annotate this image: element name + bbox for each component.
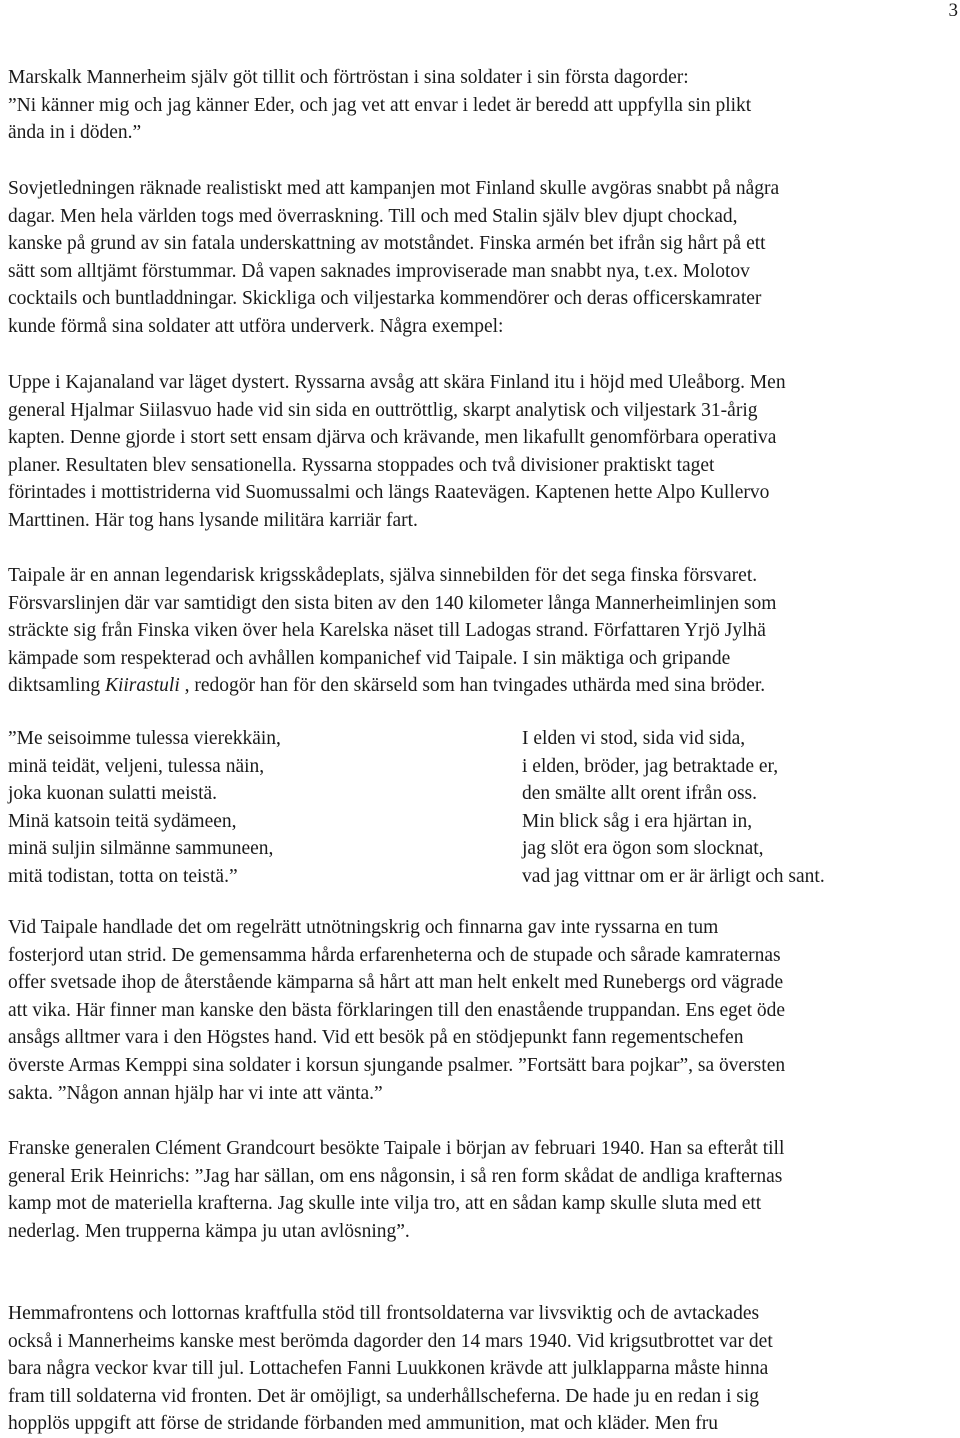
text-line: Franske generalen Clément Grandcourt besökte Taipale i början av februari 1940. Han sa efteråt till xyxy=(8,1138,785,1159)
paragraph-mannerheim-dagorder xyxy=(8,64,952,147)
text-line: Vid Taipale handlade det om regelrätt utnötningskrig och finnarna gav inte ryssarna en tum xyxy=(8,917,719,938)
text-line: hopplös uppgift att förse de stridande förbanden med ammunition, mat och kläder. Men fru xyxy=(8,1413,718,1435)
text-line: planer. Resultaten blev sensationella. Ryssarna stoppades och två divisioner praktiskt taget xyxy=(8,454,715,476)
poem-line: vad jag vittnar om er är ärligt och sant. xyxy=(522,865,825,887)
paragraph-taipale xyxy=(8,562,952,700)
poem-line: Minä katsoin teitä sydämeen, xyxy=(8,810,237,832)
poem-line: mitä todistan, totta on teistä.” xyxy=(8,865,238,887)
poem-line: ”Me seisoimme tulessa vierekkäin, xyxy=(8,728,281,749)
text-line: fram till soldaterna vid fronten. Det är omöjligt, sa underhållscheferna. De hade ju en redan i sig xyxy=(8,1385,760,1407)
text-segment: diktsamling xyxy=(8,675,105,697)
text-line: Marttinen. Här tog hans lysande militära karriär fart. xyxy=(8,509,418,531)
poem-line: den smälte allt orent ifrån oss. xyxy=(522,783,758,805)
text-line: general Hjalmar Siilasvuo hade vid sin sida en outtröttlig, skarpt analytisk och viljestark 31-årig xyxy=(8,399,758,421)
text-line: ansågs alltmer vara i den Högstes hand. Vid ett besök på en stödjepunkt fann regementschefen xyxy=(8,1027,744,1049)
book-title: Kiirastuli xyxy=(104,675,180,697)
poem-line: minä suljin silmänne sammuneen, xyxy=(8,838,274,860)
poem-line: minä teidät, veljeni, tulessa näin, xyxy=(8,755,265,777)
text-line: ända in i döden.” xyxy=(8,122,142,144)
text-line: sätt som alltjämt förstummar. Då vapen saknades improviserade man snabbt nya, t.ex. Molotov xyxy=(8,260,750,282)
text-line: att vika. Här finner man kanske den bästa förklaringen till den enastående truppandan. Ens eget öde xyxy=(8,999,786,1021)
text-line: kämpade som respekterad och avhållen kompanichef vid Taipale. I sin mäktiga och gripande xyxy=(8,647,731,669)
text-line: offer svetsade ihop de återstående kämparna så hårt att man helt enkelt med Runebergs ord vägrade xyxy=(8,972,784,994)
text-line: kunde förmå sina soldater att utföra underverk. Några exempel: xyxy=(8,315,504,337)
poem-finnish xyxy=(8,725,281,891)
text-line: Försvarslinjen där var samtidigt den sista biten av den 140 kilometer långa Mannerheimlinjen som xyxy=(8,592,777,614)
text-line: Sovjetledningen räknade realistiskt med att kampanjen mot Finland skulle avgöras snabbt på några xyxy=(8,178,780,199)
text-line: sakta. ”Någon annan hjälp har vi inte att vänta.” xyxy=(8,1082,383,1104)
text-segment: , redogör han för den skärseld som han tvingades uthärda med sina bröder. xyxy=(179,675,766,697)
paragraph-sovjetledningen xyxy=(8,175,952,341)
poem-line: Min blick såg i era hjärtan in, xyxy=(522,810,753,832)
text-line: nederlag. Men trupperna kämpa ju utan avlösning”. xyxy=(8,1220,410,1242)
page-number: 3 xyxy=(948,0,958,21)
paragraph-utnotningskrig xyxy=(8,914,952,1107)
poem-line: i elden, bröder, jag betraktade er, xyxy=(522,755,779,777)
text-line: bara några veckor kvar till jul. Lottachefen Fanni Luukkonen krävde att julklapparna måste hinna xyxy=(8,1358,769,1380)
text-line: Uppe i Kajanaland var läget dystert. Ryssarna avsåg att skära Finland itu i höjd med Uleåborg. Men xyxy=(8,372,786,393)
text-line: Marskalk Mannerheim själv göt tillit och förtröstan i sina soldater i sin första dagorder: xyxy=(8,67,689,88)
text-line: kamp mot de materiella krafterna. Jag skulle inte vilja tro, att en sådan kamp skulle sluta med ett xyxy=(8,1193,762,1215)
poem-swedish xyxy=(522,725,825,891)
paragraph-hemmafronten xyxy=(8,1300,952,1438)
text-line: Hemmafrontens och lottornas kraftfulla stöd till frontsoldaterna var livsviktig och de avtackades xyxy=(8,1303,760,1324)
text-line: också i Mannerheims kanske mest berömda dagorder den 14 mars 1940. Vid krigsutbrottet var det xyxy=(8,1330,773,1352)
poem-line: joka kuonan sulatti meistä. xyxy=(8,783,218,805)
text-line: överste Armas Kemppi sina soldater i korsun sjungande psalmer. ”Fortsätt bara pojkar”, sa översten xyxy=(8,1054,786,1076)
text-line: general Erik Heinrichs: ”Jag har sällan, om ens någonsin, i så ren form skådat de andliga krafternas xyxy=(8,1165,783,1187)
text-line: dagar. Men hela världen togs med överraskning. Till och med Stalin själv blev djupt chockad, xyxy=(8,205,738,227)
text-line: kanske på grund av sin fatala underskattning av motståndet. Finska armén bet ifrån sig hårt på ett xyxy=(8,233,766,255)
text-line: förintades i mottistriderna vid Suomussalmi och längs Raatevägen. Kaptenen hette Alpo Kullervo xyxy=(8,482,770,504)
text-line: fosterjord utan strid. De gemensamma hårda erfarenheterna och de stupade och sårade kamraternas xyxy=(8,944,781,966)
text-line: Taipale är en annan legendarisk krigsskådeplats, själva sinnebilden för det sega finska försvaret. xyxy=(8,565,758,586)
text-line: kapten. Denne gjorde i stort sett ensam djärva och krävande, men likafullt genomförbara operativa xyxy=(8,427,777,449)
text-line: ”Ni känner mig och jag känner Eder, och jag vet att envar i ledet är beredd att uppfylla sin plikt xyxy=(8,94,752,116)
text-line xyxy=(8,672,952,700)
text-line: sträckte sig från Finska viken över hela Karelska näset till Ladogas strand. Författaren Yrjö Jylhä xyxy=(8,620,766,642)
text-line: cocktails och buntladdningar. Skickliga och viljestarka kommendörer och deras officerskamrater xyxy=(8,288,762,310)
poem-line: I elden vi stod, sida vid sida, xyxy=(522,728,746,749)
poem-line: jag slöt era ögon som slocknat, xyxy=(522,838,764,860)
paragraph-grandcourt xyxy=(8,1135,952,1245)
paragraph-kajanaland xyxy=(8,369,952,535)
